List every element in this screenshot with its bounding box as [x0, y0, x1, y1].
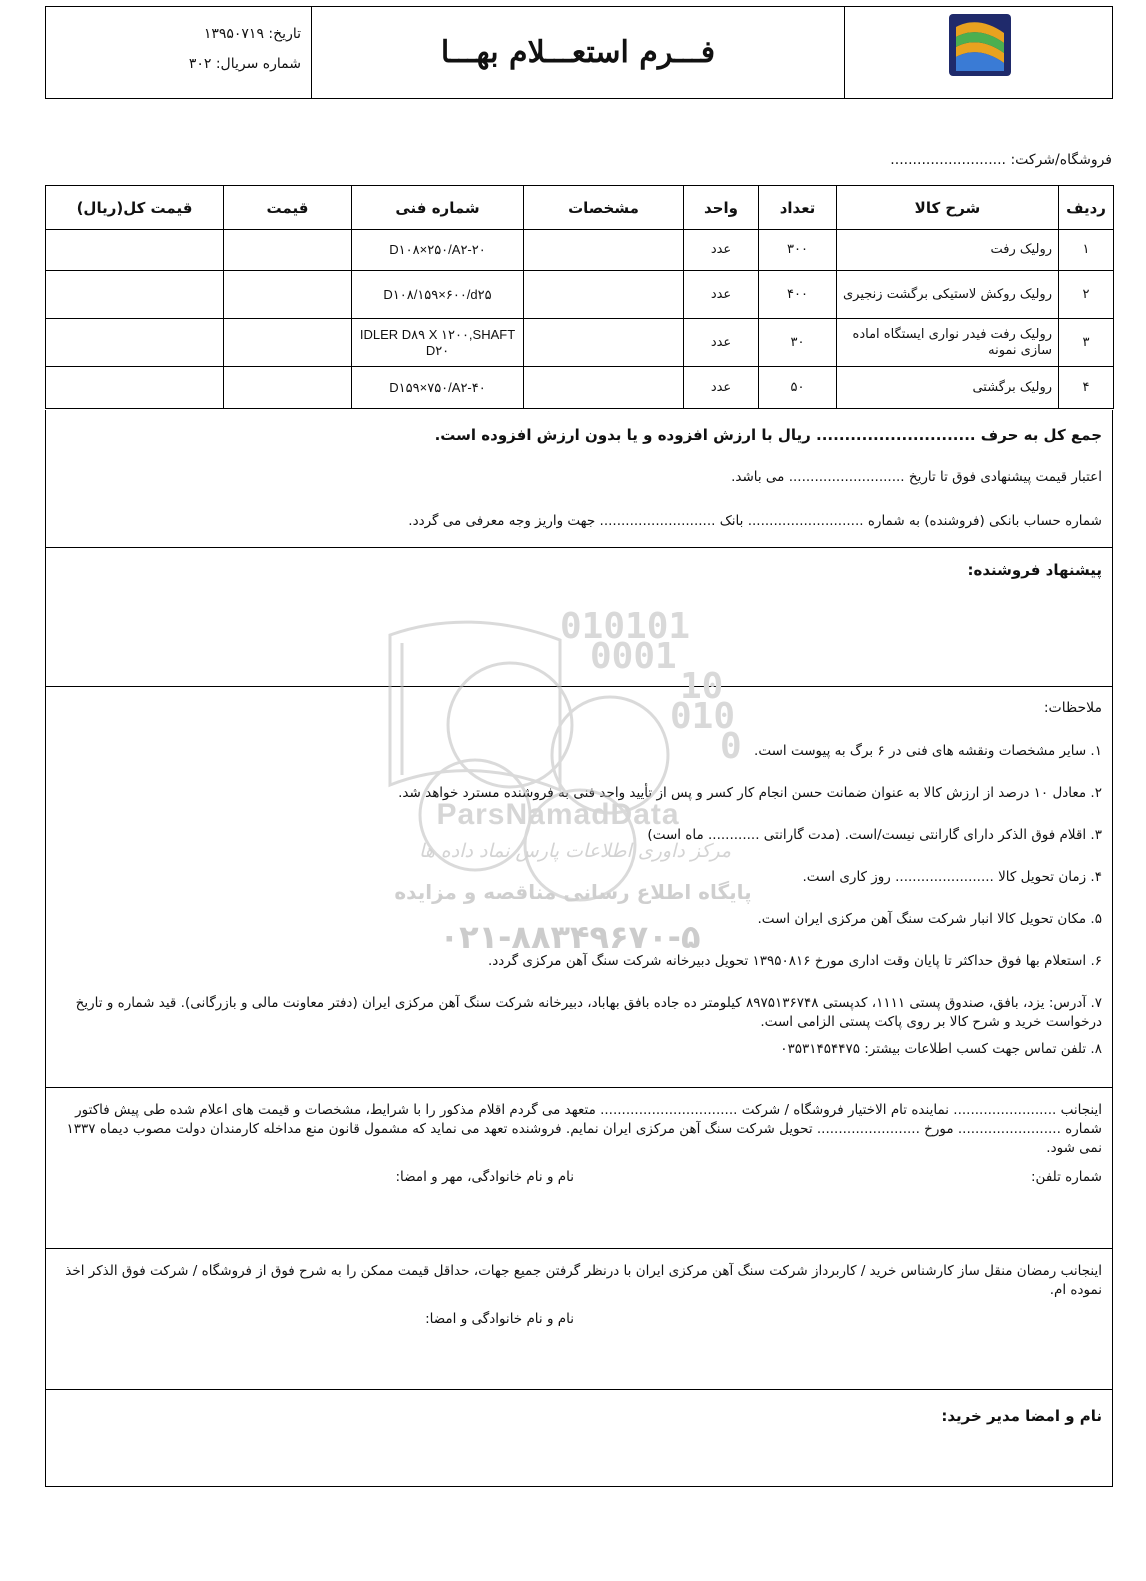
cell-quantity: ۴۰۰	[759, 271, 837, 319]
notes-title: ملاحظات:	[1043, 700, 1102, 716]
note-item: ۵. مکان تحویل کالا انبار شرکت سنگ آهن مرکزی ایران است.	[757, 911, 1102, 927]
col-header: شرح کالا	[837, 186, 1059, 230]
commitment-section	[45, 1087, 1113, 1249]
note-item: ۴. زمان تحویل کالا ....................... روز کاری است.	[802, 869, 1102, 885]
seller-offer-label: پیشنهاد فروشنده:	[967, 561, 1102, 579]
manager-section	[45, 1389, 1113, 1487]
cell-spec	[524, 319, 684, 367]
cell-total	[46, 319, 224, 367]
cell-spec	[524, 367, 684, 409]
watermark-line-1: مرکز داوری اطلاعات پارس نماد داده ها	[418, 840, 732, 862]
watermark-digit-line: 0001	[590, 636, 677, 677]
watermark-digit-line: 010101	[560, 606, 691, 647]
cell-price	[224, 271, 352, 319]
note-item: ۲. معادل ۱۰ درصد از ارزش کالا به عنوان ضمانت حسن انجام کار کسر و پس از تأیید واحد فنی به فروشنده مسترد خواهد شد.	[398, 785, 1102, 801]
items-table	[45, 185, 1114, 409]
form-header	[45, 6, 1113, 99]
cell-unit: عدد	[684, 367, 759, 409]
cell-price	[224, 367, 352, 409]
logo-cell	[844, 7, 1112, 98]
cell-unit: عدد	[684, 319, 759, 367]
title-cell	[311, 7, 844, 98]
cell-description: رولیک رفت	[837, 230, 1059, 271]
watermark-digit-line: 0	[720, 726, 742, 767]
cell-tech-number: D۱۵۹×۷۵۰/A۲-۴۰	[352, 367, 524, 409]
price-validity: اعتبار قیمت پیشنهادی فوق تا تاریخ ........................... می باشد.	[731, 469, 1102, 485]
watermark-brand: ParsNamadData	[436, 798, 680, 831]
form-title: فـــرم استعـــلام بهـــا	[440, 35, 716, 70]
totals-section	[45, 410, 1113, 548]
buyer-statement: اینجانب رمضان منقل ساز کارشناس خرید / کاربرداز شرکت سنگ آهن مرکزی ایران با درنظر گرفتن جمیع جهات، حداقل قیمت ممکن را به شرح فوق از فروشگاه / شرکت فوق الذکر اخذ نموده ام.	[65, 1263, 1102, 1298]
cell-row-number: ۱	[1059, 230, 1114, 271]
buyer-section	[45, 1248, 1113, 1390]
serial-line	[46, 49, 301, 79]
seller-signature-label: نام و نام خانوادگی، مهر و امضا:	[395, 1169, 574, 1185]
cell-spec	[524, 271, 684, 319]
col-header: ردیف	[1059, 186, 1114, 230]
col-header: مشخصات	[524, 186, 684, 230]
col-header: قیمت کل(ریال)	[46, 186, 224, 230]
watermark-line-2: پایگاه اطلاع رسانی مناقصه و مزایده	[394, 880, 752, 904]
cell-tech-number: D۱۰۸×۲۵۰/A۲-۲۰	[352, 230, 524, 271]
col-header: تعداد	[759, 186, 837, 230]
table-row	[46, 319, 1114, 367]
total-in-words: جمع کل به حرف ............................ ریال با ارزش افزوده و یا بدون ارزش افزوده است.	[434, 426, 1102, 444]
serial-value: ۳۰۲	[188, 56, 212, 72]
date-value: ۱۳۹۵۰۷۱۹	[203, 26, 264, 42]
date-label: تاریخ:	[268, 26, 301, 42]
cell-spec	[524, 230, 684, 271]
note-item: ۶. استعلام بها فوق حداکثر تا پایان وقت اداری مورخ ۱۳۹۵۰۸۱۶ تحویل دبیرخانه شرکت سنگ آهن مرکزی گردد.	[487, 953, 1102, 969]
bank-account: شماره حساب بانکی (فروشنده) به شماره ........................... بانک ........................... جهت واریز وجه معرفی می گردد.	[408, 513, 1102, 529]
manager-signature-label: نام و امضا مدیر خرید:	[941, 1407, 1102, 1425]
table-row	[46, 271, 1114, 319]
cell-row-number: ۴	[1059, 367, 1114, 409]
cell-total	[46, 271, 224, 319]
table-header-row	[46, 186, 1114, 230]
col-header: شماره فنی	[352, 186, 524, 230]
table-row	[46, 230, 1114, 271]
watermark-digits	[560, 606, 742, 767]
note-item: ۸. تلفن تماس جهت کسب اطلاعات بیشتر: ۰۳۵۳۱۴۵۴۴۷۵	[780, 1041, 1102, 1057]
cell-unit: عدد	[684, 271, 759, 319]
table-row	[46, 367, 1114, 409]
store-company-line: فروشگاه/شرکت: ..........................	[890, 152, 1112, 168]
col-header: قیمت	[224, 186, 352, 230]
note-item: ۳. اقلام فوق الذکر دارای گارانتی نیست/است. (مدت گارانتی ............ ماه است)	[647, 827, 1102, 843]
cell-unit: عدد	[684, 230, 759, 271]
cell-quantity: ۳۰	[759, 319, 837, 367]
cell-total	[46, 230, 224, 271]
col-header: واحد	[684, 186, 759, 230]
cell-row-number: ۲	[1059, 271, 1114, 319]
company-logo-icon	[948, 13, 1012, 77]
note-item: ۷. آدرس: یزد، بافق، صندوق پستی ۱۱۱۱، کدپستی ۸۹۷۵۱۳۶۷۴۸ کیلومتر ده جاده بافق بهاباد، دبیرخانه شرکت سنگ آهن مرکزی ایران (دفتر معاونت مالی و بازرگانی). قید شماره و تاریخ درخواست خرید و شرح کالا بر روی پاکت پستی الزامی است.	[75, 995, 1102, 1030]
date-line	[46, 19, 301, 49]
watermark-digit-line: 010	[670, 696, 736, 737]
cell-price	[224, 319, 352, 367]
cell-quantity: ۳۰۰	[759, 230, 837, 271]
cell-tech-number: IDLER D۸۹ X ۱۲۰۰,SHAFT D۲۰	[352, 319, 524, 367]
meta-cell	[46, 7, 311, 98]
watermark-phone: ۰۲۱-۸۸۳۴۹۶۷۰-۵	[439, 918, 701, 956]
cell-tech-number: D۱۰۸/۱۵۹×۶۰۰/d۲۵	[352, 271, 524, 319]
cell-description: رولیک رفت فیدر نواری ایستگاه اماده سازی نمونه	[837, 319, 1059, 367]
phone-label: شماره تلفن:	[1031, 1169, 1102, 1185]
cell-total	[46, 367, 224, 409]
cell-description: رولیک برگشتی	[837, 367, 1059, 409]
watermark-digit-line: 10	[680, 666, 724, 707]
buyer-signature-label: نام و نام خانوادگی و امضا:	[425, 1311, 574, 1327]
serial-label: شماره سریال:	[215, 56, 301, 72]
note-item: ۱. سایر مشخصات ونقشه های فنی در ۶ برگ به پیوست است.	[754, 743, 1102, 759]
cell-description: رولیک روکش لاستیکی برگشت زنجیری	[837, 271, 1059, 319]
cell-row-number: ۳	[1059, 319, 1114, 367]
cell-price	[224, 230, 352, 271]
commitment-text: اینجانب ........................ نماینده تام الاختیار فروشگاه / شرکت ................................ متعهد می گردم اقلام مذکور را با شرایط، مشخصات و قیمت های اعلام شده طی پیش فاکتور شماره ........................ مورخ ........................ تحویل شرکت سنگ آهن مرکزی ایران نمایم. فروشنده تعهد می نماید که مشمول قانون منع مداخله کارمندان دولت مصوب دیماه ۱۳۳۷ نمی شود.	[66, 1102, 1102, 1156]
cell-quantity: ۵۰	[759, 367, 837, 409]
